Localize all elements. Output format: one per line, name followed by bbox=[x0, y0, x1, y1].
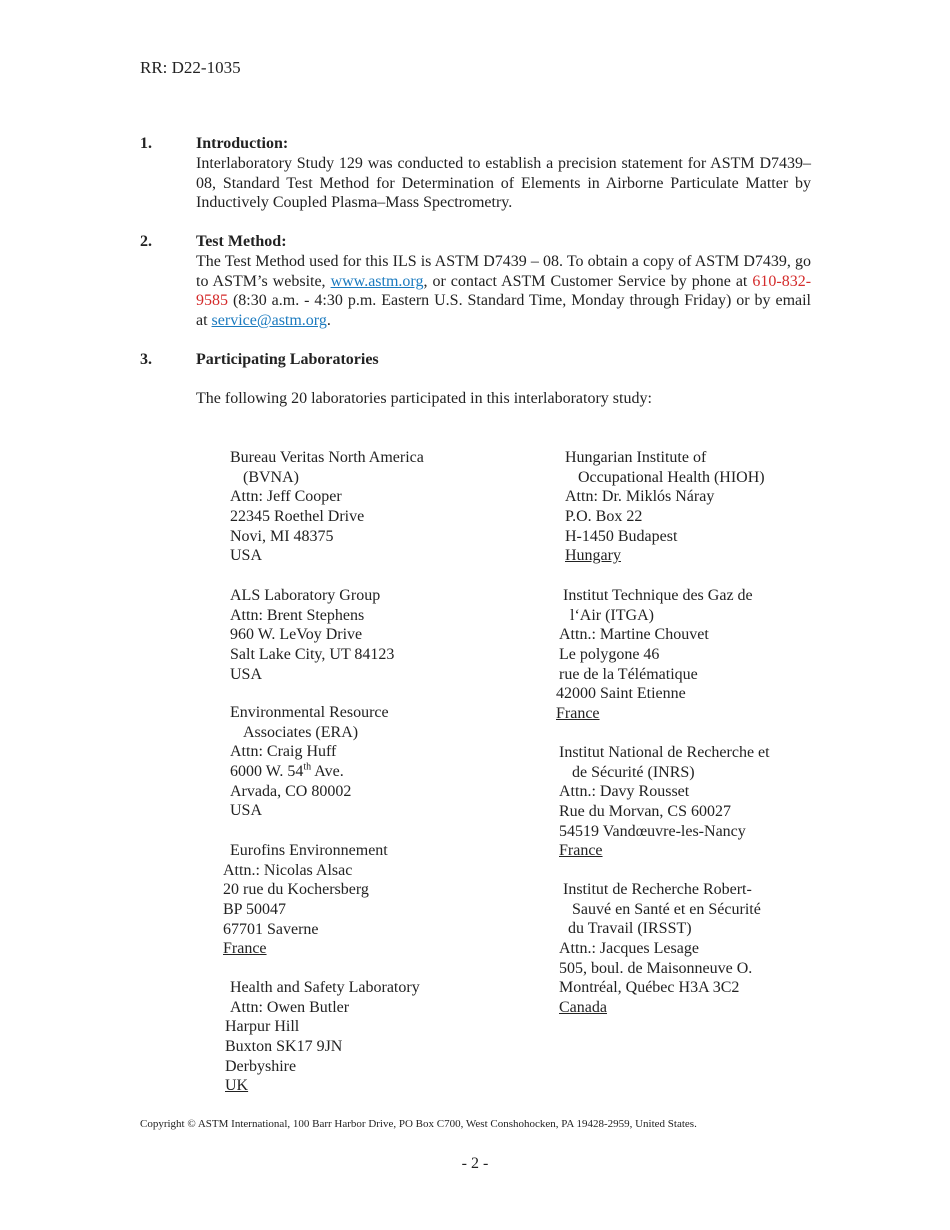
section-2-number: 2. bbox=[140, 233, 152, 250]
lab-country: France bbox=[556, 704, 600, 722]
lab-city: 42000 Saint Etienne bbox=[556, 685, 686, 703]
lab-street: 505, boul. de Maisonneuve O. bbox=[559, 959, 753, 977]
section-3-body: The following 20 laboratories participated in this interlaboratory study: bbox=[196, 390, 652, 407]
lab-street-2: rue de la Télématique bbox=[559, 665, 698, 683]
lab-address-bvna bbox=[230, 448, 424, 566]
lab-country: Canada bbox=[559, 998, 607, 1016]
lab-city: Buxton SK17 9JN bbox=[225, 1037, 343, 1055]
lab-street-end: Ave. bbox=[311, 762, 344, 780]
ordinal-suffix: th bbox=[303, 761, 312, 773]
lab-country: UK bbox=[225, 1077, 249, 1095]
lab-name: Bureau Veritas North America bbox=[230, 449, 424, 466]
lab-country: France bbox=[223, 940, 267, 958]
lab-attn: Attn.: Jacques Lesage bbox=[559, 939, 699, 957]
lab-attn: Attn: Craig Huff bbox=[230, 743, 337, 761]
lab-country: USA bbox=[230, 547, 263, 565]
lab-name: Hungarian Institute of bbox=[565, 449, 707, 466]
lab-city: Montréal, Québec H3A 3C2 bbox=[559, 979, 740, 997]
lab-address-hioh bbox=[565, 448, 765, 566]
lab-name: Institut Technique des Gaz de bbox=[563, 587, 753, 604]
lab-street: Harpur Hill bbox=[225, 1018, 300, 1036]
lab-city: 54519 Vandœuvre-les-Nancy bbox=[559, 822, 746, 840]
lab-street: 22345 Roethel Drive bbox=[230, 507, 365, 525]
lab-country: France bbox=[559, 842, 603, 860]
lab-street: 20 rue du Kochersberg bbox=[223, 881, 369, 899]
lab-address-itga bbox=[556, 586, 753, 723]
lab-attn: Attn: Dr. Miklós Náray bbox=[565, 488, 715, 506]
lab-country: USA bbox=[230, 802, 263, 820]
lab-city: Salt Lake City, UT 84123 bbox=[230, 645, 395, 663]
service-email-link[interactable]: service@astm.org bbox=[211, 312, 327, 330]
section-2-text-c: (8:30 a.m. - 4:30 p.m. Eastern U.S. Standard Time, Monday through Friday) or by email at bbox=[196, 292, 811, 330]
lab-country: USA bbox=[230, 665, 263, 683]
section-1-number: 1. bbox=[140, 135, 152, 152]
lab-name: ALS Laboratory Group bbox=[230, 587, 381, 604]
lab-name: Health and Safety Laboratory bbox=[230, 979, 420, 996]
lab-attn: Attn: Jeff Cooper bbox=[230, 488, 342, 506]
lab-name: Institut de Recherche Robert- bbox=[563, 881, 752, 898]
lab-address-hsl bbox=[225, 978, 420, 1096]
lab-city: Novi, MI 48375 bbox=[230, 527, 334, 545]
lab-name-cont: de Sécurité (INRS) bbox=[572, 763, 695, 781]
copyright-footer: Copyright © ASTM International, 100 Barr Harbor Drive, PO Box C700, West Conshohocken, PA 19428-2959, United States. bbox=[140, 1118, 697, 1130]
lab-attn: Attn: Owen Butler bbox=[230, 998, 350, 1016]
section-2-text-d: . bbox=[326, 312, 331, 330]
lab-address-als bbox=[230, 586, 394, 684]
lab-name-cont: Occupational Health (HIOH) bbox=[578, 468, 765, 486]
lab-name-cont-2: du Travail (IRSST) bbox=[568, 920, 692, 938]
section-1-body: Interlaboratory Study 129 was conducted to establish a precision statement for ASTM D7439–08, Standard Test Method for Determination of Elements in Airborne Particulate Matter by Inductively Coupled Plasma–Mass Spectrometry. bbox=[196, 155, 811, 212]
lab-street: P.O. Box 22 bbox=[565, 507, 643, 525]
section-2-body bbox=[196, 252, 811, 331]
lab-country: Hungary bbox=[565, 547, 621, 565]
section-2-text-a: The Test Method used for this ILS is ASTM D7439 – 08. To obtain a copy of ASTM D7439, go to ASTM’s website, bbox=[196, 253, 811, 290]
customer-service-phone: 610-832-9585 bbox=[196, 272, 812, 310]
lab-street: Le polygone 46 bbox=[559, 645, 660, 663]
lab-street: Rue du Morvan, CS 60027 bbox=[559, 802, 731, 820]
lab-name-cont: l‘Air (ITGA) bbox=[570, 606, 654, 624]
lab-name-cont: Associates (ERA) bbox=[243, 723, 359, 741]
lab-street bbox=[230, 762, 389, 782]
document-id: RR: D22-1035 bbox=[140, 58, 241, 77]
lab-city: H-1450 Budapest bbox=[565, 527, 678, 545]
section-2-text-b: , or contact ASTM Customer Service by phone at bbox=[423, 272, 753, 290]
lab-street: 960 W. LeVoy Drive bbox=[230, 626, 363, 644]
lab-name-cont: (BVNA) bbox=[243, 468, 299, 486]
lab-street-text: 6000 W. 54 bbox=[230, 762, 304, 780]
lab-attn: Attn.: Martine Chouvet bbox=[559, 626, 709, 644]
lab-city: 67701 Saverne bbox=[223, 920, 319, 938]
lab-name: Institut National de Recherche et bbox=[559, 744, 770, 761]
lab-attn: Attn: Brent Stephens bbox=[230, 606, 365, 624]
lab-name: Eurofins Environnement bbox=[230, 842, 388, 859]
lab-name-cont: Sauvé en Santé et en Sécurité bbox=[572, 900, 761, 918]
lab-name: Environmental Resource bbox=[230, 704, 389, 721]
lab-city: Arvada, CO 80002 bbox=[230, 782, 352, 800]
section-2-title: Test Method: bbox=[196, 233, 287, 250]
lab-attn: Attn.: Davy Rousset bbox=[559, 783, 690, 801]
lab-pobox: BP 50047 bbox=[223, 900, 286, 918]
astm-website-link[interactable]: www.astm.org bbox=[330, 272, 424, 290]
lab-attn: Attn.: Nicolas Alsac bbox=[223, 861, 353, 879]
lab-address-era bbox=[230, 703, 389, 821]
section-1-title: Introduction: bbox=[196, 135, 289, 152]
section-3-number: 3. bbox=[140, 351, 152, 368]
page-number: - 2 - bbox=[461, 1155, 489, 1172]
section-3-title: Participating Laboratories bbox=[196, 351, 379, 368]
lab-region: Derbyshire bbox=[225, 1057, 297, 1075]
lab-address-inrs bbox=[559, 743, 770, 861]
lab-address-irsst bbox=[559, 880, 761, 1017]
lab-address-eurofins bbox=[223, 841, 388, 959]
